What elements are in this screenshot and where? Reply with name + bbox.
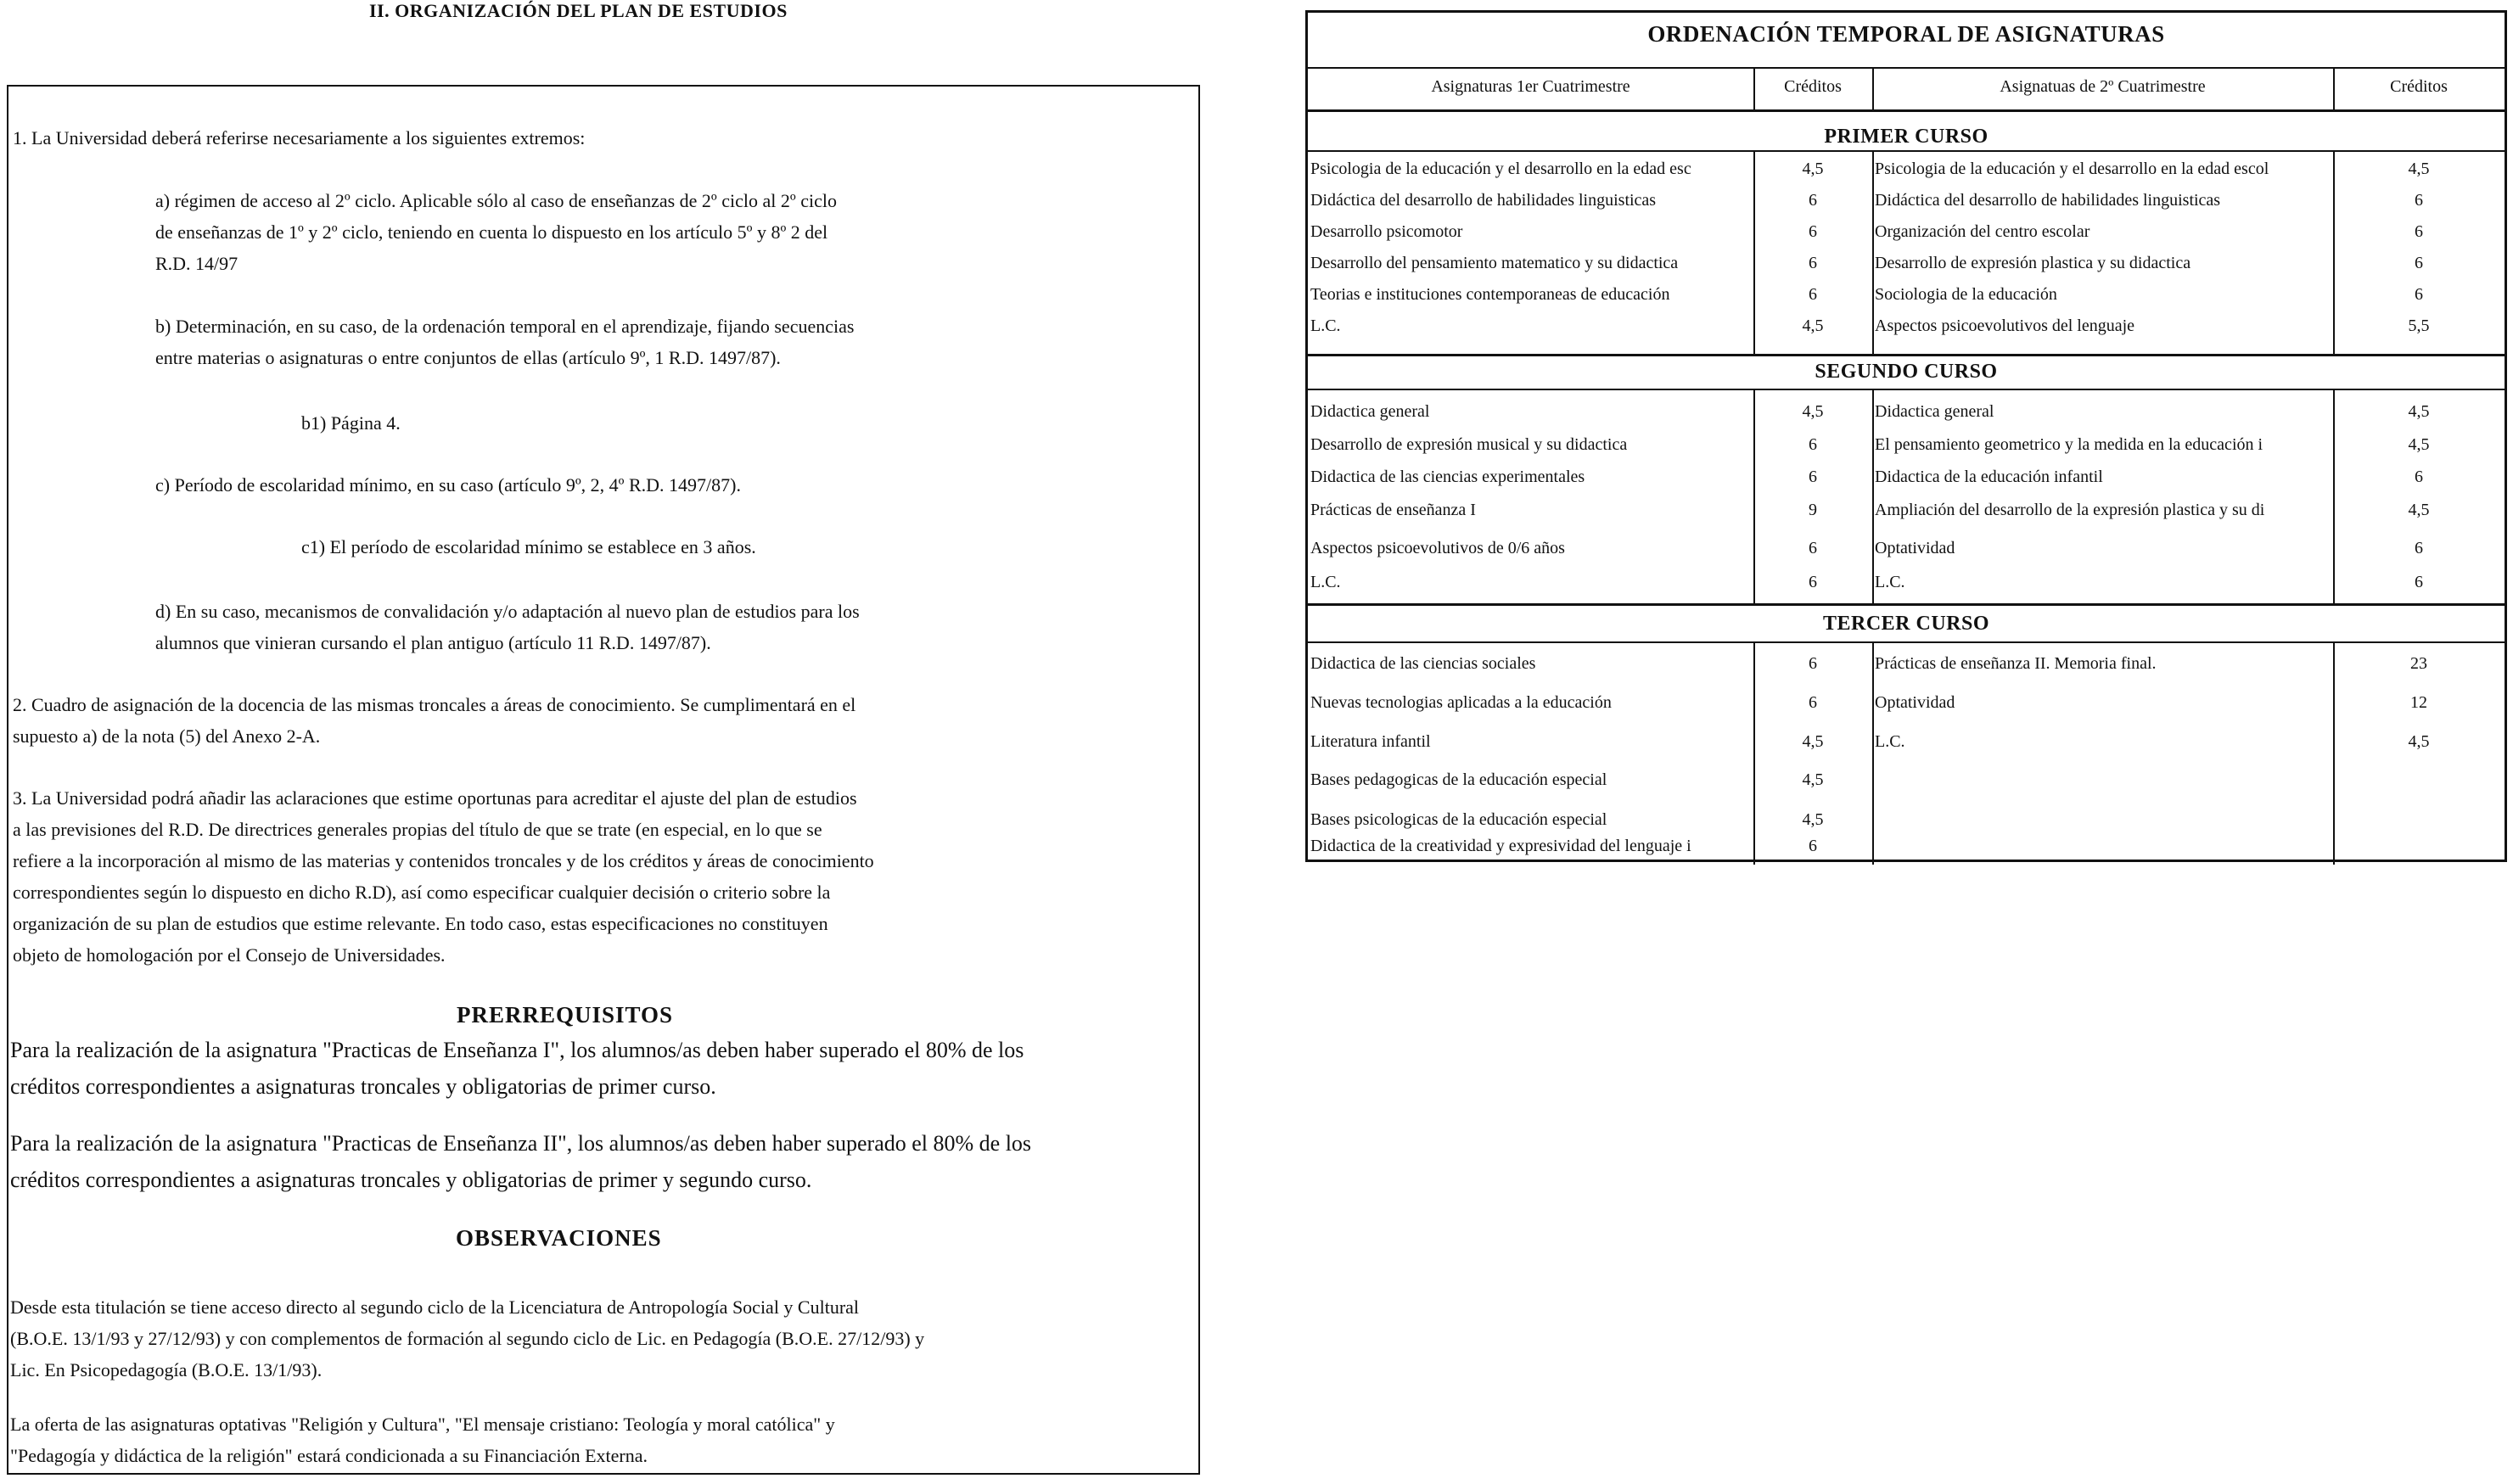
item-3-line-6: objeto de homologación por el Consejo de Universidades. (13, 944, 446, 966)
subject-cell: Didactica general (1875, 402, 1994, 421)
credits-cell: 4,5 (1802, 770, 1824, 789)
table-title: ORDENACIÓN TEMPORAL DE ASIGNATURAS (1647, 21, 2165, 47)
credits-cell: 4,5 (1802, 160, 1824, 178)
subject-cell: Bases psicologicas de la educación especial (1310, 810, 1607, 829)
plan-organization-box (7, 85, 1200, 1475)
credits-cell: 6 (1809, 573, 1817, 591)
subject-cell: Prácticas de enseñanza II. Memoria final. (1875, 654, 2157, 673)
credits-cell: 6 (2415, 222, 2423, 241)
subject-cell: Psicologia de la educación y el desarrollo en la edad escol (1875, 160, 2269, 178)
subject-cell: L.C. (1310, 316, 1341, 335)
subject-cell: L.C. (1875, 573, 1905, 591)
subject-cell: Desarrollo psicomotor (1310, 222, 1463, 241)
rule (1872, 150, 1874, 354)
subject-cell: Nuevas tecnologias aplicadas a la educación (1310, 693, 1612, 712)
rule (1872, 67, 1874, 109)
subject-cell: Optatividad (1875, 539, 1955, 557)
credits-cell: 6 (1809, 468, 1817, 486)
item-a-line-3: R.D. 14/97 (155, 253, 238, 274)
credits-cell: 4,5 (2408, 402, 2430, 421)
credits-cell: 6 (1809, 435, 1817, 454)
subject-cell: Ampliación del desarrollo de la expresión plastica y su di (1875, 501, 2265, 519)
subject-cell: Didactica de la creatividad y expresividad del lenguaje i (1310, 837, 1691, 855)
item-c1-text: c1) El período de escolaridad mínimo se establece en 3 años. (301, 536, 756, 557)
rule (1872, 641, 1874, 865)
item-a-line-2: de enseñanzas de 1º y 2º ciclo, teniendo en cuenta lo dispuesto en los artículo 5º y 8º 2 del (155, 221, 828, 243)
prerrequisitos-heading: PRERREQUISITOS (457, 1002, 674, 1028)
item-2-line-2: supuesto a) de la nota (5) del Anexo 2-A. (13, 725, 321, 747)
subject-cell: Didáctica del desarrollo de habilidades linguisticas (1875, 191, 2221, 210)
credits-cell: 4,5 (1802, 402, 1824, 421)
item-3-line-5: organización de su plan de estudios que estime relevante. En todo caso, estas especificaciones no constituyen (13, 913, 828, 934)
subject-cell: Aspectos psicoevolutivos del lenguaje (1875, 316, 2135, 335)
credits-cell: 5,5 (2408, 316, 2430, 335)
subject-cell: Desarrollo del pensamiento matematico y su didactica (1310, 254, 1679, 272)
item-3-line-4: correspondientes según lo dispuesto en dicho R.D), así como especificar cualquier decisión o criterio sobre la (13, 882, 831, 903)
section-tercer-curso: TERCER CURSO (1822, 613, 1990, 635)
header-subjects-1st: Asignaturas 1er Cuatrimestre (1431, 77, 1630, 96)
prereq-1-line-2: créditos correspondientes a asignaturas troncales y obligatorias de primer curso. (10, 1074, 716, 1099)
subject-cell: Didactica de las ciencias experimentales (1310, 468, 1585, 486)
subject-cell: Didactica general (1310, 402, 1430, 421)
item-b-line-2: entre materias o asignaturas o entre conjuntos de ellas (artículo 9º, 1 R.D. 1497/87). (155, 347, 781, 368)
rule (1753, 641, 1755, 865)
credits-cell: 4,5 (1802, 732, 1824, 751)
item-a-line-1: a) régimen de acceso al 2º ciclo. Aplicable sólo al caso de enseñanzas de 2º ciclo al 2º ciclo (155, 190, 837, 211)
credits-cell: 6 (1809, 654, 1817, 673)
observaciones-heading: OBSERVACIONES (456, 1225, 662, 1251)
obs-1-line-1: Desde esta titulación se tiene acceso directo al segundo ciclo de la Licenciatura de Antropología Social y Cultural (10, 1296, 860, 1318)
credits-cell: 6 (2415, 573, 2423, 591)
credits-cell: 6 (1809, 693, 1817, 712)
credits-cell: 6 (2415, 254, 2423, 272)
subject-cell: Teorias e instituciones contemporaneas de educación (1310, 285, 1670, 304)
subject-cell: Aspectos psicoevolutivos de 0/6 años (1310, 539, 1565, 557)
section-primer-curso: PRIMER CURSO (1824, 126, 1989, 148)
header-credits-1st: Créditos (1784, 77, 1842, 96)
subject-cell: Prácticas de enseñanza I (1310, 501, 1476, 519)
subject-cell: Bases pedagogicas de la educación especial (1310, 770, 1607, 789)
subject-cell: Literatura infantil (1310, 732, 1431, 751)
subject-cell: L.C. (1310, 573, 1341, 591)
rule (1753, 67, 1755, 109)
subject-cell: Desarrollo de expresión plastica y su didactica (1875, 254, 2191, 272)
credits-cell: 4,5 (2408, 732, 2430, 751)
rule (1308, 603, 2505, 606)
credits-cell: 6 (1809, 191, 1817, 210)
header-subjects-2nd: Asignatuas de 2º Cuatrimestre (2000, 77, 2206, 96)
credits-cell: 6 (2415, 539, 2423, 557)
prereq-1-line-1: Para la realización de la asignatura "Practicas de Enseñanza I", los alumnos/as deben haber superado el 80% de los (10, 1038, 1024, 1062)
item-b1-text: b1) Página 4. (301, 412, 401, 434)
item-3-line-1: 3. La Universidad podrá añadir las aclaraciones que estime oportunas para acreditar el ajuste del plan de estudios (13, 787, 857, 809)
subject-cell: Sociologia de la educación (1875, 285, 2057, 304)
subject-cell: Didactica de las ciencias sociales (1310, 654, 1536, 673)
credits-cell: 6 (2415, 285, 2423, 304)
subject-cell: L.C. (1875, 732, 1905, 751)
item-d-line-2: alumnos que vinieran cursando el plan antiguo (artículo 11 R.D. 1497/87). (155, 632, 711, 653)
credits-cell: 4,5 (2408, 160, 2430, 178)
item-1-text: 1. La Universidad deberá referirse necesariamente a los siguientes extremos: (13, 127, 586, 148)
item-c-text: c) Período de escolaridad mínimo, en su caso (artículo 9º, 2, 4º R.D. 1497/87). (155, 474, 741, 496)
credits-cell: 6 (1809, 285, 1817, 304)
credits-cell: 4,5 (2408, 435, 2430, 454)
obs-1-line-2: (B.O.E. 13/1/93 y 27/12/93) y con complementos de formación al segundo ciclo de Lic. en Pedagogía (B.O.E. 27/12/93) y (10, 1328, 925, 1349)
credits-cell: 4,5 (1802, 810, 1824, 829)
rule (1308, 641, 2505, 643)
subject-cell: El pensamiento geometrico y la medida en la educación i (1875, 435, 2263, 454)
credits-cell: 4,5 (1802, 316, 1824, 335)
rule (1308, 109, 2505, 112)
subjects-schedule-table (1305, 10, 2507, 862)
prereq-2-line-1: Para la realización de la asignatura "Practicas de Enseñanza II", los alumnos/as deben haber superado el 80% de los (10, 1131, 1032, 1156)
rule (1308, 150, 2505, 152)
obs-2-line-1: La oferta de las asignaturas optativas "Religión y Cultura", "El mensaje cristiano: Teología y moral católica" y (10, 1414, 835, 1435)
section-segundo-curso: SEGUNDO CURSO (1815, 361, 1998, 383)
subject-cell: Didáctica del desarrollo de habilidades linguisticas (1310, 191, 1657, 210)
credits-cell: 6 (1809, 222, 1817, 241)
rule (1308, 389, 2505, 390)
rule (1308, 67, 2505, 69)
subject-cell: Organización del centro escolar (1875, 222, 2090, 241)
obs-1-line-3: Lic. En Psicopedagogía (B.O.E. 13/1/93). (10, 1359, 323, 1380)
credits-cell: 12 (2410, 693, 2427, 712)
rule (1872, 389, 1874, 603)
credits-cell: 6 (1809, 837, 1817, 855)
credits-cell: 9 (1809, 501, 1817, 519)
credits-cell: 23 (2410, 654, 2427, 673)
item-d-line-1: d) En su caso, mecanismos de convalidación y/o adaptación al nuevo plan de estudios para los (155, 601, 860, 622)
page-title: II. ORGANIZACIÓN DEL PLAN DE ESTUDIOS (369, 0, 788, 21)
header-credits-2nd: Créditos (2390, 77, 2448, 96)
credits-cell: 6 (2415, 191, 2423, 210)
credits-cell: 6 (1809, 254, 1817, 272)
subject-cell: Optatividad (1875, 693, 1955, 712)
item-b-line-1: b) Determinación, en su caso, de la ordenación temporal en el aprendizaje, fijando secuencias (155, 316, 855, 337)
credits-cell: 6 (1809, 539, 1817, 557)
item-3-line-2: a las previsiones del R.D. De directrices generales propias del título de que se trate (en especial, en lo que se (13, 819, 822, 840)
prereq-2-line-2: créditos correspondientes a asignaturas troncales y obligatorias de primer y segundo curso. (10, 1168, 812, 1192)
subject-cell: Desarrollo de expresión musical y su didactica (1310, 435, 1628, 454)
obs-2-line-2: "Pedagogía y didáctica de la religión" estará condicionada a su Financiación Externa. (10, 1445, 648, 1466)
rule (2333, 67, 2335, 109)
credits-cell: 6 (2415, 468, 2423, 486)
rule (1308, 354, 2505, 356)
subject-cell: Psicologia de la educación y el desarrollo en la edad esc (1310, 160, 1691, 178)
credits-cell: 4,5 (2408, 501, 2430, 519)
item-3-line-3: refiere a la incorporación al mismo de las materias y contenidos troncales y de los créditos y áreas de conocimiento (13, 850, 874, 871)
item-2-line-1: 2. Cuadro de asignación de la docencia de las mismas troncales a áreas de conocimiento. Se cumplimentará en el (13, 694, 856, 715)
rule (2333, 641, 2335, 865)
subject-cell: Didactica de la educación infantil (1875, 468, 2103, 486)
